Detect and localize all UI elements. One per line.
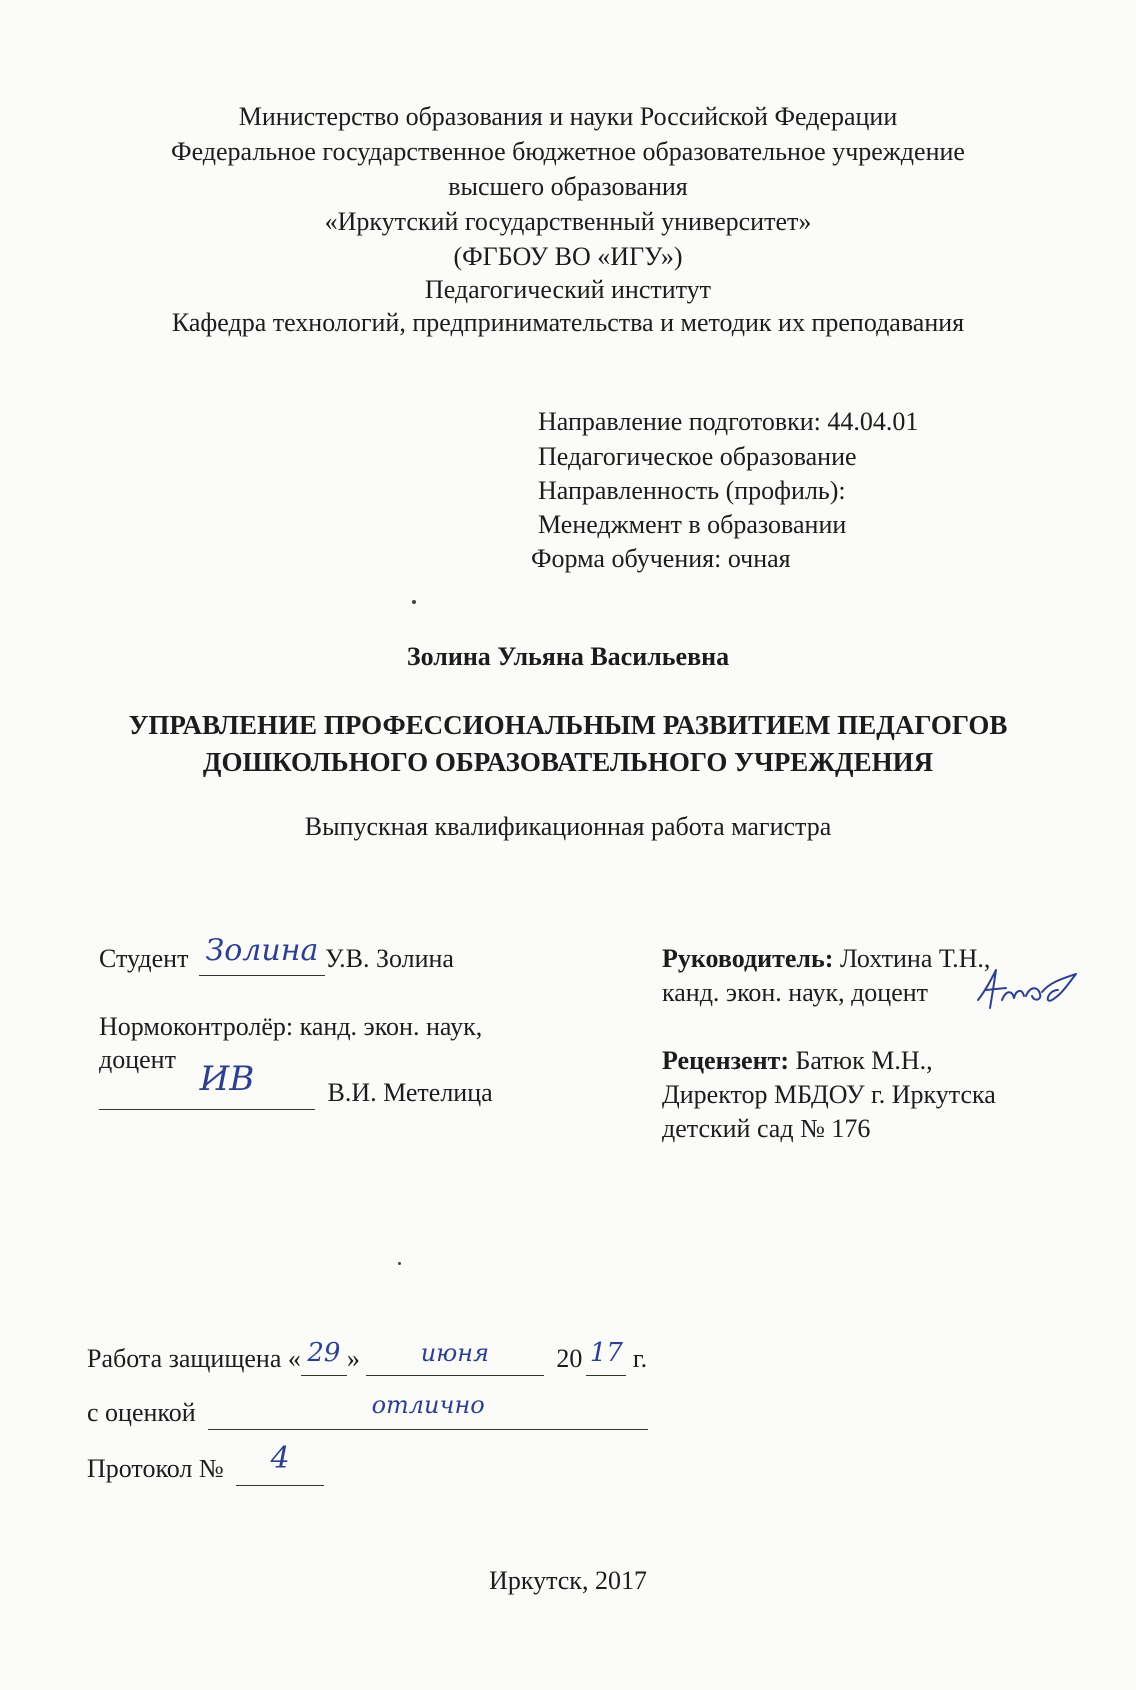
- grade-field: [208, 1391, 648, 1430]
- defense-day: 29: [307, 1338, 341, 1368]
- program-code: Направление подготовки: 44.04.01: [538, 407, 919, 436]
- supervisor-line: [662, 942, 990, 976]
- defense-month-field: [366, 1339, 544, 1376]
- student-name: У.В. Золина: [324, 944, 454, 973]
- department-line: Кафедра технологий, предпринимательства и методик их преподавания: [171, 308, 965, 337]
- study-form: Форма обучения: очная: [531, 544, 791, 573]
- university-name-line: «Иркутский государственный университет»: [324, 207, 812, 236]
- scan-speck: [412, 600, 416, 604]
- defense-year-suffix: 17: [589, 1338, 623, 1368]
- defense-year-field: [586, 1338, 626, 1376]
- thesis-title-line-1: УПРАВЛЕНИЕ ПРОФЕССИОНАЛЬНЫМ РАЗВИТИЕМ ПЕДАГОГОВ: [128, 710, 1008, 740]
- reviewer-organization: детский сад № 176: [662, 1114, 871, 1143]
- supervisor-label: Руководитель:: [662, 944, 834, 973]
- defense-day-field: [301, 1338, 347, 1376]
- ministry-line: Министерство образования и науки Российской Федерации: [238, 102, 898, 131]
- reviewer-line: [662, 1044, 933, 1078]
- protocol-field: [236, 1441, 324, 1486]
- student-line: [99, 933, 454, 976]
- defense-label: Работа защищена «: [87, 1344, 301, 1373]
- defense-year-unit: г.: [632, 1344, 648, 1373]
- grade-line: [87, 1391, 648, 1430]
- work-type: Выпускная квалификационная работа магистра: [304, 812, 832, 841]
- student-label: Студент: [99, 944, 189, 973]
- student-signature-field: [199, 933, 325, 976]
- student-signature: Золина: [205, 933, 319, 968]
- supervisor-name: Лохтина Т.Н.,: [839, 944, 991, 973]
- institute-line: Педагогический институт: [424, 275, 712, 304]
- profile-name: Менеджмент в образовании: [538, 510, 847, 539]
- protocol-label: Протокол №: [87, 1454, 224, 1483]
- normcontrol-line-1: Нормоконтролёр: канд. экон. наук,: [99, 1012, 483, 1041]
- author-name: Золина Ульяна Васильевна: [406, 642, 730, 671]
- education-level-line: высшего образования: [448, 172, 688, 201]
- program-name: Педагогическое образование: [538, 442, 857, 471]
- protocol-number: 4: [270, 1441, 290, 1476]
- thesis-title-line-2: ДОШКОЛЬНОГО ОБРАЗОВАТЕЛЬНОГО УЧРЕЖДЕНИЯ: [202, 747, 934, 777]
- supervisor-signature-icon: [972, 960, 1082, 1016]
- profile-label: Направленность (профиль):: [538, 476, 846, 505]
- reviewer-name: Батюк М.Н.,: [795, 1046, 933, 1075]
- defense-month: июня: [420, 1339, 490, 1367]
- normcontrol-signature: ИВ: [199, 1059, 255, 1099]
- scan-speck: [398, 1262, 401, 1265]
- grade-label: с оценкой: [87, 1398, 196, 1427]
- grade-value: отлично: [371, 1391, 485, 1419]
- protocol-line: [87, 1441, 324, 1486]
- reviewer-label: Рецензент:: [662, 1046, 789, 1075]
- normcontrol-name: В.И. Метелица: [327, 1078, 493, 1107]
- institution-type-line: Федеральное государственное бюджетное образовательное учреждение: [171, 137, 965, 166]
- defense-year-prefix: 20: [556, 1344, 583, 1373]
- reviewer-position: Директор МБДОУ г. Иркутска: [662, 1080, 996, 1109]
- supervisor-degree: канд. экон. наук, доцент: [662, 978, 929, 1007]
- defense-close-quote: »: [346, 1344, 360, 1373]
- university-abbr-line: (ФГБОУ ВО «ИГУ»): [453, 242, 683, 271]
- defense-date-line: [87, 1338, 648, 1376]
- city-year: Иркутск, 2017: [489, 1566, 647, 1595]
- normcontrol-line-2: доцент: [99, 1045, 176, 1074]
